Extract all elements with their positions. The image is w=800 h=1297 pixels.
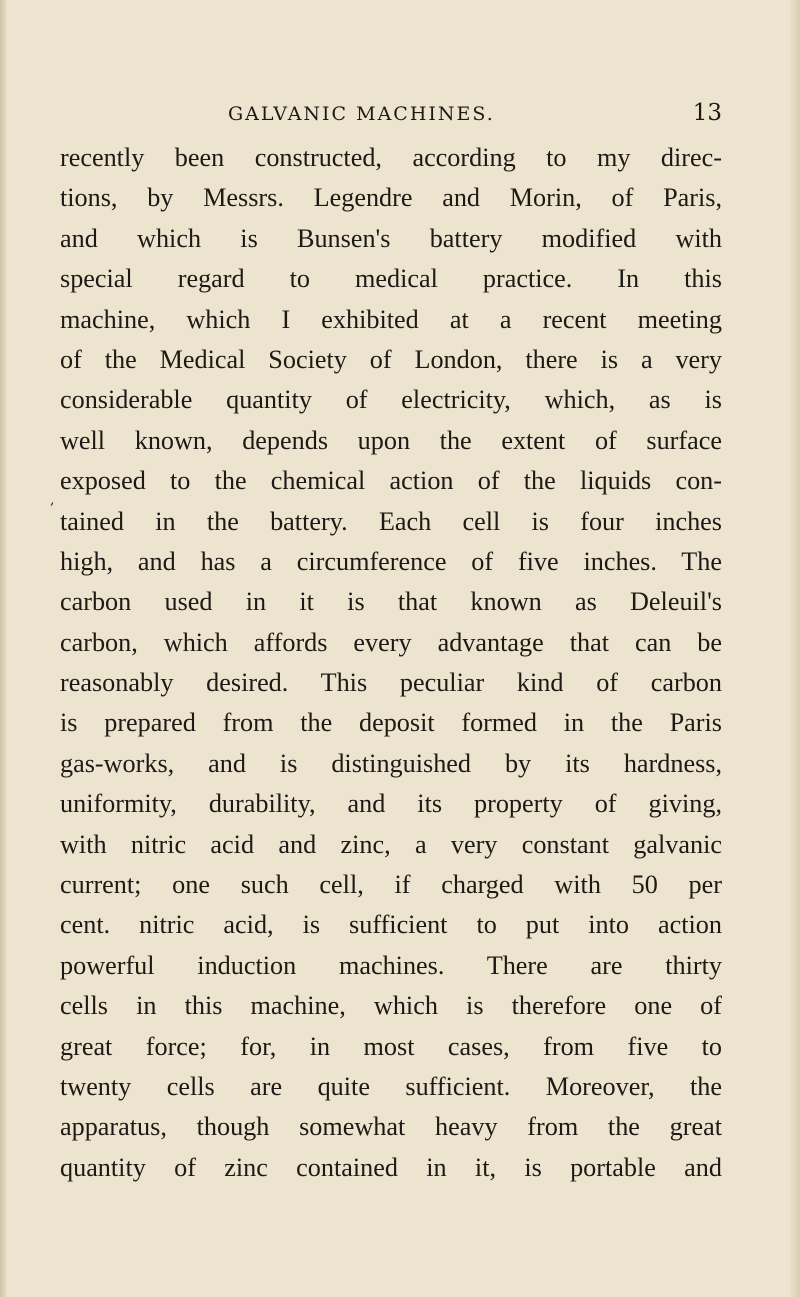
page-number: 13 [692, 100, 722, 126]
text-line: and which is Bunsen's battery modified with [60, 223, 722, 253]
page-outer-edge [790, 0, 800, 1297]
text-line: of the Medical Society of London, there is a very [60, 344, 722, 374]
text-line: exposed to the chemical action of the liquids con- [60, 466, 722, 496]
text-line: recently been constructed, according to my direc- [60, 143, 722, 172]
page-header [60, 100, 722, 133]
running-title: GALVANIC MACHINES. [228, 103, 495, 125]
body-text [60, 138, 722, 1188]
text-line: with nitric acid and zinc, a very constant galvanic [60, 829, 722, 859]
text-line: gas-works, and is distinguished by its hardness, [60, 748, 722, 778]
text-line: is prepared from the deposit formed in the Paris [60, 708, 722, 738]
text-line: carbon used in it is that known as Deleuil's [60, 587, 722, 617]
text-line: quantity of zinc contained in it, is portable and [60, 1152, 722, 1182]
text-line: cent. nitric acid, is sufficient to put into action [60, 910, 722, 940]
text-line: uniformity, durability, and its property of giving, [60, 789, 722, 819]
text-line: machine, which I exhibited at a recent meeting [60, 304, 722, 334]
text-line: tained in the battery. Each cell is four inches [60, 506, 722, 536]
text-line: considerable quantity of electricity, which, as is [60, 385, 722, 415]
text-line: great force; for, in most cases, from five to [60, 1031, 722, 1061]
text-line: twenty cells are quite sufficient. Moreover, the [60, 1071, 722, 1101]
text-line: carbon, which affords every advantage that can be [60, 627, 722, 657]
text-line: high, and has a circumference of five inches. The [60, 546, 722, 576]
text-line: cells in this machine, which is therefore one of [60, 991, 722, 1021]
text-line: tions, by Messrs. Legendre and Morin, of Paris, [60, 183, 722, 213]
text-line: special regard to medical practice. In this [60, 264, 722, 294]
text-line: reasonably desired. This peculiar kind of carbon [60, 668, 722, 698]
margin-mark: , [50, 492, 55, 508]
text-line: well known, depends upon the extent of surface [60, 425, 722, 455]
text-line: apparatus, though somewhat heavy from the great [60, 1112, 722, 1142]
text-line: powerful induction machines. There are thirty [60, 950, 722, 980]
page-gutter-edge [0, 0, 7, 1297]
text-line: current; one such cell, if charged with 50 per [60, 870, 722, 900]
